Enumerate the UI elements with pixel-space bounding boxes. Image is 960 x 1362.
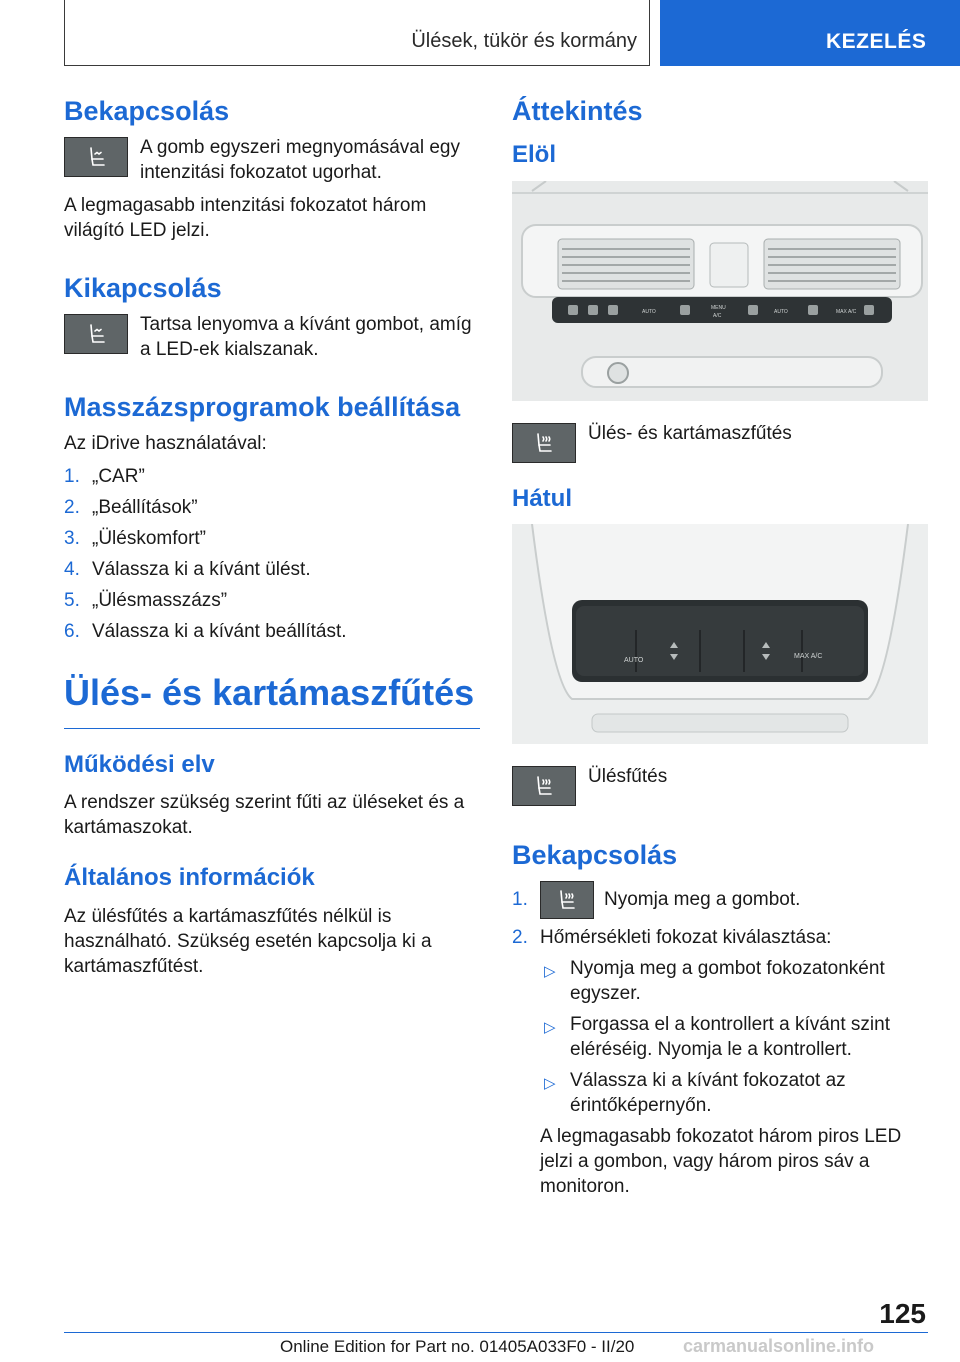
massage-seat-icon: [64, 137, 128, 177]
front-button-label: AUTO: [774, 308, 788, 315]
text-bekapcsolas-icon: A gomb egyszeri megnyomásával egy intenzitási fokozatot ugorhat.: [140, 137, 460, 184]
front-button-label: AUTO: [642, 308, 656, 315]
seat-heating-icon: [540, 881, 594, 919]
icon-row-kikapcsolas: [64, 312, 480, 362]
heading-front: Elöl: [512, 141, 557, 169]
heading-bekapcsolas-right: Bekapcsolás: [512, 840, 678, 871]
list-item: ▷ Forgassa el a kontrollert a kívánt szint eléréséig. Nyomja le a kontrollert.: [544, 1014, 890, 1061]
text-bekapcsolas-led: A legmagasabb intenzitási fokozatot három világító LED jelzi.: [64, 195, 427, 242]
right-column: [512, 96, 928, 1199]
heading-principle: Működési elv: [64, 750, 215, 778]
front-button-label: A/C: [713, 312, 722, 319]
footer-watermark: carmanualsonline.info: [683, 1336, 875, 1356]
text-kikapcsolas-icon: Tartsa lenyomva a kívánt gombot, amíg a LED-ek kialszanak.: [140, 314, 472, 361]
list-item: 1. Nyomja meg a gombot.: [512, 879, 928, 919]
massage-seat-icon: [64, 314, 128, 354]
heading-rear: Hátul: [512, 484, 572, 512]
list-item: 2. „Beállítások”: [64, 497, 198, 519]
footer-divider: [64, 1332, 928, 1333]
heading-kikapcsolas: Kikapcsolás: [64, 273, 222, 304]
seat-heating-icon: [512, 766, 576, 806]
text-general: Az ülésfűtés a kartámaszfűtés nélkül is használható. Szükség esetén kapcsolja ki a kartámaszfűtést.: [64, 905, 432, 977]
rear-button-label: AUTO: [624, 657, 644, 665]
front-button-label: MENU: [711, 304, 726, 311]
heating-steps-list: [512, 879, 928, 950]
front-console-photo: [512, 181, 928, 401]
heading-bekapcsolas: Bekapcsolás: [64, 96, 230, 126]
icon-row-rear: [512, 764, 928, 806]
header-chapter-box: [64, 0, 650, 66]
caption-front: Ülés- és kartámaszfűtés: [588, 422, 792, 444]
header-section-tab: [660, 0, 960, 66]
list-item: ▷ Válassza ki a kívánt fokozatot az érintőképernyőn.: [544, 1070, 846, 1117]
list-item: 3. „Üléskomfort”: [64, 528, 207, 550]
rear-button-label: MAX A/C: [794, 653, 823, 661]
section-tab-label: KEZELÉS: [826, 30, 927, 53]
heading-heating: Ülés- és kartámaszfűtés: [64, 672, 480, 728]
text-massage-intro: Az iDrive használatával:: [64, 433, 267, 455]
heading-general: Általános információk: [64, 864, 315, 892]
list-item: ▷ Nyomja meg a gombot fokozatonként egyszer.: [544, 958, 885, 1005]
list-item: 1. „CAR”: [64, 466, 145, 488]
heading-overview: Áttekintés: [512, 96, 643, 126]
left-column: [64, 96, 480, 979]
text-principle: A rendszer szükség szerint fűti az üléseket és a kartámaszokat.: [64, 792, 465, 839]
rear-console-photo: [512, 524, 928, 744]
front-button-label: MAX A/C: [836, 308, 857, 315]
text-led-note: A legmagasabb fokozatot három piros LED jelzi a gombon, vagy három piros sáv a monitoron.: [540, 1126, 902, 1198]
list-item: 2. Hőmérsékleti fokozat kiválasztása:: [512, 927, 832, 949]
page-number: 125: [879, 1298, 926, 1329]
chapter-title: Ülések, tükör és kormány: [411, 30, 637, 52]
heating-options-list: [544, 956, 928, 1118]
caption-rear: Ülésfűtés: [588, 766, 668, 788]
list-item: 6. Válassza ki a kívánt beállítást.: [64, 621, 347, 643]
heading-massage: Masszázsprogramok beállítása: [64, 392, 461, 423]
seat-heating-icon: [512, 423, 576, 463]
icon-row-bekapcsolas: [64, 135, 480, 185]
massage-steps-list: [64, 464, 480, 644]
icon-row-front: [512, 421, 928, 463]
list-item: 4. Válassza ki a kívánt ülést.: [64, 559, 311, 581]
footer-edition: Online Edition for Part no. 01405A033F0 - II/20: [280, 1337, 635, 1356]
list-item: 5. „Ülésmasszázs”: [64, 590, 228, 612]
